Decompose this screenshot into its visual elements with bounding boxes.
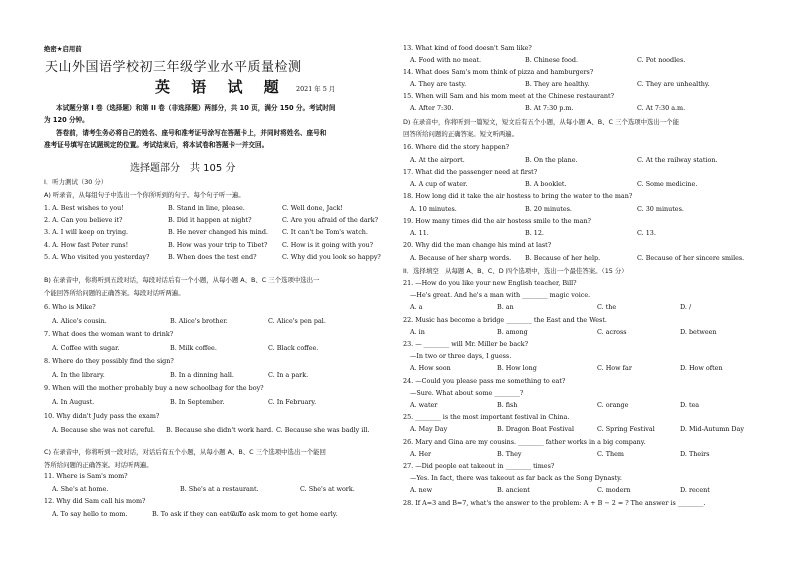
answer-option: B. Because she didn't work hard. — [166, 425, 274, 434]
question: 16. Where did the story happen? — [403, 143, 510, 151]
answer-option: B. Because of her help. — [525, 253, 601, 262]
question: —Sure. What about some ________? — [410, 388, 524, 397]
listening-option: 4. A. How fast Peter runs! — [44, 240, 129, 249]
answer-option: A. A cup of water. — [410, 180, 468, 188]
answer-option: C. 13. — [637, 229, 656, 237]
section-instruction: B) 在录音中，你将听到五段对话，每段对话后有一个小题，从每小题 A、B、C 三个选项中选出一 — [44, 276, 320, 284]
exam-subject: 英 语 试 题 — [155, 78, 287, 96]
section-instruction: C) 在录音中，你将听到一段对话，对话后有五个小题，从每小题 A、B、C 三个选项中选出一个能回 — [44, 448, 326, 456]
answer-option: C. Because of her sincere smiles. — [637, 253, 745, 262]
answer-option: A. a — [410, 303, 423, 312]
listening-option: C. Why did you look so happy? — [282, 252, 381, 261]
answer-option: B. fish — [497, 401, 518, 409]
answer-option: B. Alice's brother. — [170, 316, 228, 325]
answer-option: A. In August. — [52, 397, 95, 406]
question: 9. When will the mother probably buy a new schoolbag for the boy? — [44, 384, 264, 392]
question: 21. —How do you like your new English teacher, Bill? — [403, 279, 577, 287]
answer-option: A. new — [410, 486, 433, 495]
answer-option: A. Her — [410, 449, 432, 458]
answer-option: A. 11. — [410, 229, 429, 237]
instruction-line: 为 120 分钟。 — [44, 116, 89, 124]
instruction-line: 准考证号填写在试题规定的位置。考试结束后，将本试卷和答题卡一并交回。 — [44, 141, 269, 149]
listening-option: 5. A. Who visited you yesterday? — [44, 252, 150, 261]
listening-option: C. Are you afraid of the dark? — [282, 216, 379, 225]
listening-option: C. How is it going with you? — [282, 240, 374, 249]
listening-option: B. How was your trip to Tibet? — [168, 240, 268, 249]
answer-option: C. At 7:30 a.m. — [637, 104, 686, 112]
instruction-line: 答卷前，请考生务必将自己的姓名、座号和准考证号涂写在答题卡上，并同时将姓名、座号和 — [56, 129, 327, 137]
part-title: 选择题部分 共 105 分 — [130, 163, 236, 174]
answer-option: A. At the airport. — [410, 155, 465, 164]
section-title: II．选择填空 从每题 A、B、C、D 四个选项中，选出一个最佳答案。（15 分） — [403, 267, 628, 275]
question: 23. — ________ will Mr. Miller be back? — [403, 340, 529, 348]
question: 24. —Could you please pass me something to eat? — [403, 376, 566, 385]
answer-option: D. How often — [680, 364, 723, 373]
answer-option: B. On the plane. — [525, 155, 578, 164]
answer-option: C. Some medicine. — [637, 180, 698, 188]
instruction-line: 本试题分第 I 卷（选择题）和第 II 卷（非选择题）两部分，共 10 页，满分 150 分。考试时间 — [56, 104, 336, 112]
answer-option: C. Spring Festival — [597, 425, 655, 434]
answer-option: C. Alice's pen pal. — [268, 316, 326, 325]
answer-option: D. tea — [680, 401, 700, 409]
question: —In two or three days, I guess. — [410, 352, 512, 361]
question: 13. What kind of food doesn't Sam like? — [403, 44, 532, 52]
exam-date: 2021 年 5 月 — [296, 85, 336, 93]
answer-option: B. Chinese food. — [525, 56, 578, 64]
answer-option: B. In a dinning hall. — [170, 370, 234, 379]
answer-option: D. between — [680, 327, 717, 336]
question: 6. Who is Mike? — [44, 303, 96, 311]
question: 17. What did the passenger need at first? — [403, 167, 538, 176]
question: —He's great. And he's a man with ________ magic voice. — [410, 291, 591, 300]
answer-option: B. 12. — [525, 229, 544, 237]
listening-option: B. He never changed his mind. — [168, 228, 268, 237]
answer-option: B. among — [497, 327, 528, 336]
question: 14. What does Sam's mom think of pizza and hamburgers? — [403, 68, 594, 76]
answer-option: A. They are tasty. — [410, 80, 467, 88]
answer-option: A. She's at home. — [52, 485, 109, 493]
answer-option: C. modern — [597, 486, 631, 495]
listening-option: 3. A. I will keep on trying. — [44, 228, 129, 237]
question: —Yes. In fact, there was takeout as far back as the Song Dynasty. — [410, 474, 622, 483]
answer-option: B. At 7:30 p.m. — [525, 104, 574, 112]
answer-option: C. She's at work. — [300, 485, 355, 493]
listening-option: C. Well done, Jack! — [282, 204, 343, 212]
answer-option: B. To ask if they can eat out. — [152, 509, 245, 518]
answer-option: C. Pot noodles. — [637, 56, 686, 64]
right-column — [397, 0, 794, 561]
answer-option: A. water — [410, 401, 438, 409]
answer-option: C. the — [597, 303, 617, 312]
answer-option: C. Because she was badly ill. — [276, 425, 370, 434]
answer-option: B. 20 minutes. — [525, 204, 572, 213]
answer-option: C. Black coffee. — [268, 343, 319, 352]
question: 10. Why didn't Judy pass the exam? — [44, 412, 160, 420]
question: 26. Mary and Gina are my cousins. ________ father works in a big company. — [403, 437, 646, 446]
answer-option: B. She's at a restaurant. — [180, 485, 259, 493]
question: 28. If A=3 and B=7, what's the answer to the problem: A + B − 2 = ? The answer is ________. — [403, 498, 706, 507]
answer-option: B. ancient — [497, 486, 530, 495]
section-instruction: 回答所给问题的正确答案。短文听两遍。 — [403, 130, 519, 138]
answer-option: C. They are unhealthy. — [637, 80, 710, 88]
question: 22. Music has become a bridge ________ the East and the West. — [403, 315, 607, 324]
answer-option: B. They are healthy. — [525, 80, 590, 88]
answer-option: B. How long — [497, 364, 537, 373]
answer-option: B. an — [497, 303, 514, 312]
answer-option: B. In September. — [170, 397, 225, 406]
question: 27. —Did people eat takeout in ________ times? — [403, 462, 555, 470]
question: 7. What does the woman want to drink? — [44, 330, 174, 338]
answer-option: C. across — [597, 327, 627, 336]
listening-option: B. When does the test end? — [168, 252, 257, 261]
school-title: 天山外国语学校初三年级学业水平质量检测 — [45, 60, 302, 75]
listening-option: 1. A. Best wishes to you! — [44, 204, 124, 212]
answer-option: C. How far — [597, 364, 632, 373]
answer-option: B. They — [497, 449, 522, 458]
answer-option: A. In the library. — [52, 370, 105, 379]
answer-option: C. In February. — [268, 397, 317, 406]
section-instruction: A) 听录音，从每组句子中选出一个你所听到的句子。每个句子听一遍。 — [44, 191, 245, 199]
question: 12. Why did Sam call his mom? — [44, 496, 146, 505]
answer-option: C. orange — [597, 401, 629, 409]
answer-option: C. At the railway station. — [637, 155, 718, 164]
section-instruction: 答所给问题的正确答案。对话听两遍。 — [44, 461, 153, 469]
answer-option: A. Because she was not careful. — [52, 425, 155, 434]
listening-option: B. Stand in line, please. — [168, 204, 245, 212]
answer-option: B. Milk coffee. — [170, 343, 217, 352]
answer-option: C. Them — [597, 449, 624, 458]
answer-option: A. After 7:30. — [410, 104, 454, 112]
question: 18. How long did it take the air hostess to bring the water to the man? — [403, 192, 633, 200]
answer-option: D. / — [680, 303, 692, 312]
answer-option: A. Because of her sharp words. — [410, 253, 512, 262]
section-title: I．听力测试（30 分） — [44, 178, 108, 186]
answer-option: B. Dragon Boat Festival — [497, 425, 575, 434]
confidential-mark: 绝密★启用前 — [44, 45, 82, 53]
answer-option: A. in — [410, 327, 425, 336]
answer-option: A. Coffee with sugar. — [52, 343, 120, 352]
answer-option: A. May Day — [410, 425, 448, 434]
section-instruction: 个能回答所给问题的正确答案。每段对话听两遍。 — [44, 289, 185, 297]
listening-option: 2. A. Can you believe it? — [44, 216, 123, 225]
listening-option: B. Did it happen at night? — [168, 216, 252, 225]
question: 11. Where is Sam's mom? — [44, 472, 128, 480]
answer-option: D. Theirs — [680, 449, 710, 458]
answer-option: D. Mid-Autumn Day — [680, 425, 744, 434]
question: 15. When will Sam and his mom meet at the Chinese restaurant? — [403, 92, 614, 100]
question: 8. Where do they possibly find the sign? — [44, 357, 174, 365]
answer-option: B. A booklet. — [525, 180, 567, 188]
question: 19. How many times did the air hostess smile to the man? — [403, 216, 591, 225]
answer-option: A. Alice's cousin. — [52, 316, 107, 325]
answer-option: A. Food with no meat. — [410, 56, 482, 64]
answer-option: D. recent — [680, 486, 710, 495]
answer-option: A. 10 minutes. — [410, 204, 457, 213]
answer-option: C. 30 minutes. — [637, 204, 684, 213]
answer-option: A. How soon — [410, 364, 451, 373]
section-instruction: D) 在录音中，你将听到一篇短文，短文后有五个小题，从每小题 A、B、C 三个选项中选出一个能 — [403, 118, 679, 126]
question: 25. ________ is the most important festival in China. — [403, 413, 570, 422]
answer-option: A. To say hello to mom. — [52, 509, 128, 518]
answer-option: C. To ask mom to get home early. — [230, 509, 338, 518]
listening-option: C. It can't be Tom's watch. — [282, 228, 368, 237]
answer-option: C. In a park. — [268, 370, 309, 379]
question: 20. Why did the man change his mind at last? — [403, 241, 552, 249]
